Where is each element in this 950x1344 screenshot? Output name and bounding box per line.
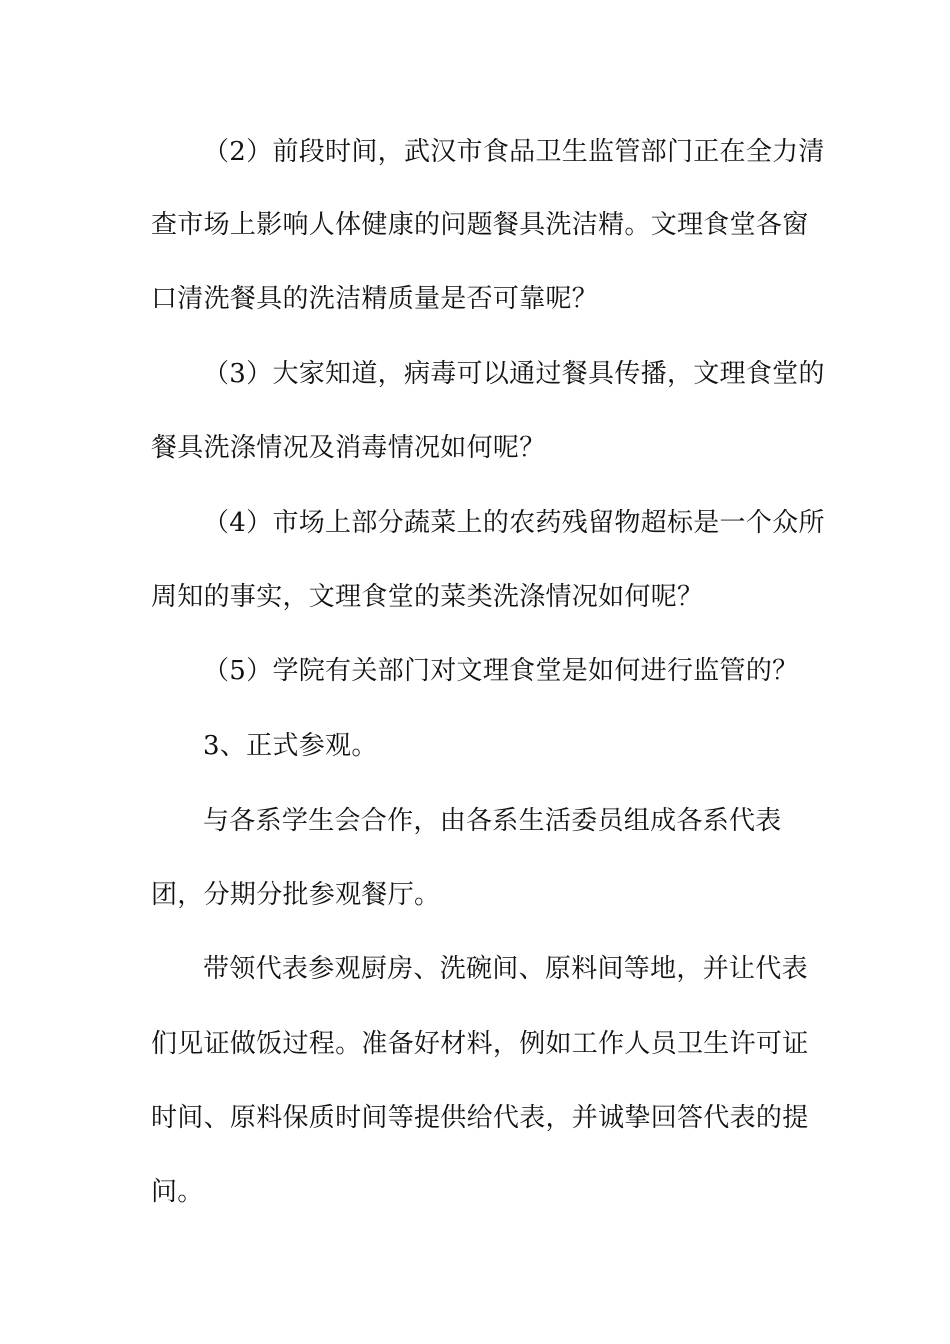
paragraph-4-line-2: 周知的事实，文理食堂的菜类洗涤情况如何呢？ xyxy=(151,582,704,612)
paragraph-2-line-1: （2）前段时间，武汉市食品卫生监管部门正在全力清 xyxy=(203,137,825,167)
paragraph-cooperation-line-2: 团，分期分批参观餐厅。 xyxy=(151,880,441,910)
paragraph-3-line-1: （3）大家知道，病毒可以通过餐具传播，文理食堂的 xyxy=(203,359,825,389)
paragraph-cooperation-line-1: 与各系学生会合作，由各系生活委员组成各系代表 xyxy=(203,806,782,836)
section-heading-3: 3、正式参观。 xyxy=(203,731,378,761)
paragraph-2-line-3: 口清洗餐具的洗洁精质量是否可靠呢？ xyxy=(151,284,599,314)
paragraph-2-line-2: 查市场上影响人体健康的问题餐具洗洁精。文理食堂各窗 xyxy=(151,210,809,240)
paragraph-4-line-1: （4）市场上部分蔬菜上的农药残留物超标是一个众所 xyxy=(203,508,825,538)
paragraph-visit-line-4: 问。 xyxy=(151,1177,204,1207)
paragraph-visit-line-3: 时间、原料保质时间等提供给代表，并诚挚回答代表的提 xyxy=(151,1103,809,1133)
paragraph-5-line-1: （5）学院有关部门对文理食堂是如何进行监管的？ xyxy=(203,656,799,686)
paragraph-visit-line-1: 带领代表参观厨房、洗碗间、原料间等地，并让代表 xyxy=(203,954,808,984)
paragraph-visit-line-2: 们见证做饭过程。准备好材料，例如工作人员卫生许可证 xyxy=(151,1029,809,1059)
paragraph-3-line-2: 餐具洗涤情况及消毒情况如何呢？ xyxy=(151,433,546,463)
